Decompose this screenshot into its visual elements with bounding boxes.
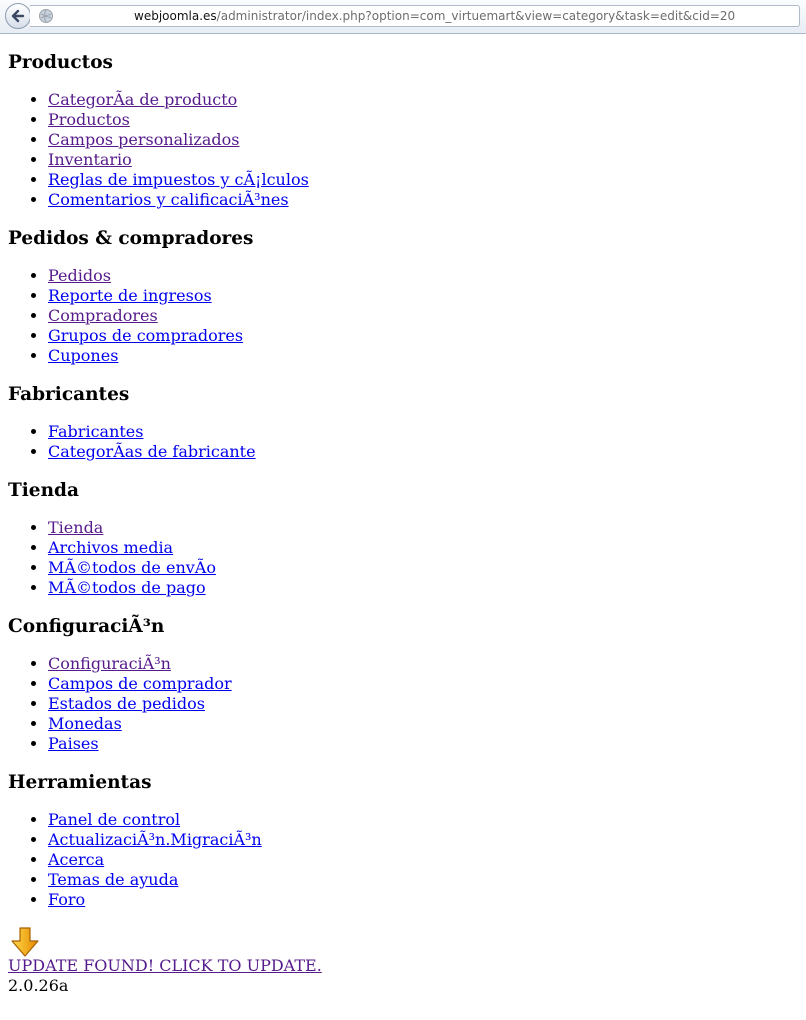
menu-link[interactable]: ConfiguraciÃ³n	[48, 654, 171, 673]
section-menu-list	[8, 422, 798, 462]
menu-link[interactable]: CategorÃas de fabricante	[48, 442, 256, 461]
menu-item	[48, 578, 798, 598]
admin-menu	[8, 34, 798, 996]
menu-item	[48, 170, 798, 190]
menu-link[interactable]: Campos personalizados	[48, 130, 240, 149]
address-bar[interactable]	[30, 5, 800, 27]
menu-link[interactable]: ActualizaciÃ³n.MigraciÃ³n	[48, 830, 262, 849]
menu-item	[48, 326, 798, 346]
menu-link[interactable]: MÃ©todos de envÃo	[48, 558, 216, 577]
menu-link[interactable]: Productos	[48, 110, 130, 129]
menu-link[interactable]: Fabricantes	[48, 422, 144, 441]
section-heading: ConfiguraciÃ³n	[8, 616, 165, 637]
menu-link[interactable]: Campos de comprador	[48, 674, 232, 693]
menu-item	[48, 110, 798, 130]
back-arrow-icon	[10, 8, 26, 24]
update-arrow-icon[interactable]	[10, 926, 40, 958]
section-menu-list	[8, 266, 798, 366]
menu-link[interactable]: Panel de control	[48, 810, 181, 829]
menu-item	[48, 890, 798, 910]
url-text[interactable]	[134, 9, 735, 23]
menu-item	[48, 830, 798, 850]
section-heading: Herramientas	[8, 772, 152, 793]
url-path: /administrator/index.php?option=com_virtuemart&view=category&task=edit&cid=20	[216, 9, 736, 23]
menu-item	[48, 734, 798, 754]
menu-item	[48, 130, 798, 150]
url-host: webjoomla.es	[134, 9, 217, 23]
section-heading: Fabricantes	[8, 384, 130, 405]
menu-item	[48, 810, 798, 830]
menu-item	[48, 714, 798, 734]
section-heading: Productos	[8, 52, 113, 73]
menu-item	[48, 150, 798, 170]
version-text: 2.0.26a	[8, 976, 69, 995]
menu-link[interactable]: Archivos media	[48, 538, 174, 557]
menu-item	[48, 442, 798, 462]
section-menu-list	[8, 518, 798, 598]
menu-link[interactable]: Cupones	[48, 346, 119, 365]
update-notice	[8, 926, 798, 996]
section-menu-list	[8, 810, 798, 910]
menu-item	[48, 306, 798, 326]
menu-link[interactable]: Foro	[48, 890, 86, 909]
menu-link[interactable]: Monedas	[48, 714, 122, 733]
menu-link[interactable]: Compradores	[48, 306, 158, 325]
menu-sections	[8, 52, 798, 910]
section-heading: Tienda	[8, 480, 79, 501]
update-link[interactable]: UPDATE FOUND! CLICK TO UPDATE.	[8, 956, 322, 975]
menu-link[interactable]: Acerca	[48, 850, 105, 869]
menu-item	[48, 850, 798, 870]
menu-item	[48, 286, 798, 306]
menu-item	[48, 266, 798, 286]
menu-link[interactable]: Paises	[48, 734, 99, 753]
menu-item	[48, 654, 798, 674]
menu-item	[48, 346, 798, 366]
menu-item	[48, 518, 798, 538]
menu-link[interactable]: Pedidos	[48, 266, 111, 285]
globe-icon	[38, 8, 54, 24]
menu-link[interactable]: Comentarios y calificaciÃ³nes	[48, 190, 289, 209]
menu-link[interactable]: Grupos de compradores	[48, 326, 244, 345]
menu-item	[48, 190, 798, 210]
menu-item	[48, 538, 798, 558]
menu-link[interactable]: CategorÃa de producto	[48, 90, 238, 109]
browser-toolbar	[0, 0, 806, 34]
menu-link[interactable]: Tienda	[48, 518, 104, 537]
menu-link[interactable]: Temas de ayuda	[48, 870, 179, 889]
section-heading: Pedidos & compradores	[8, 228, 254, 249]
menu-link[interactable]: Reglas de impuestos y cÃ¡lculos	[48, 170, 309, 189]
menu-item	[48, 558, 798, 578]
menu-link[interactable]: Estados de pedidos	[48, 694, 205, 713]
menu-item	[48, 870, 798, 890]
menu-link[interactable]: Inventario	[48, 150, 132, 169]
menu-item	[48, 674, 798, 694]
section-menu-list	[8, 654, 798, 754]
menu-item	[48, 694, 798, 714]
menu-link[interactable]: MÃ©todos de pago	[48, 578, 206, 597]
menu-item	[48, 90, 798, 110]
back-button[interactable]	[5, 3, 31, 29]
menu-link[interactable]: Reporte de ingresos	[48, 286, 212, 305]
section-menu-list	[8, 90, 798, 210]
menu-item	[48, 422, 798, 442]
